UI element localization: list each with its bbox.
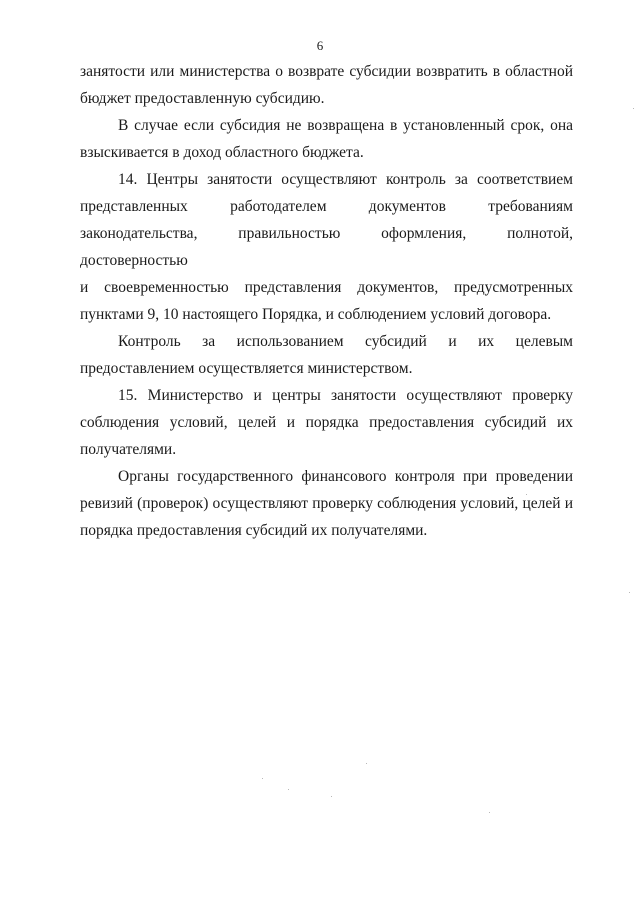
paragraph-item-14 [80, 166, 573, 328]
scan-speck [526, 494, 527, 495]
text-line: порядка предоставления субсидий их получателями. [80, 522, 428, 539]
paragraph-return-subsidy [80, 58, 573, 112]
text-line: и своевременностью представления документов, предусмотренных [80, 279, 573, 296]
paragraph-recovery [80, 112, 573, 166]
text-line: взыскивается в доход областного бюджета. [80, 144, 364, 161]
scan-speck [489, 812, 490, 813]
paragraph-item-15 [80, 382, 573, 463]
page-number: 6 [316, 38, 324, 53]
text-line: пунктами 9, 10 настоящего Порядка, и соблюдением условий договора. [80, 306, 552, 323]
paragraph-financial-control [80, 463, 573, 544]
scan-speck [629, 592, 630, 593]
scan-speck [366, 763, 367, 764]
document-body [80, 58, 573, 544]
text-line: Органы государственного финансового контроля при проведении [118, 468, 573, 485]
paragraph-control-use [80, 328, 573, 382]
text-line: представленных работодателем документов требованиям [80, 198, 573, 215]
scan-speck [331, 796, 332, 797]
text-line: 14. Центры занятости осуществляют контроль за соответствием [118, 171, 573, 188]
text-line: 15. Министерство и центры занятости осуществляют проверку [118, 387, 573, 404]
text-line: предоставлением осуществляется министерством. [80, 360, 413, 377]
text-line: В случае если субсидия не возвращена в установленный срок, она [118, 117, 573, 134]
text-line: получателями. [80, 441, 177, 458]
text-line: ревизий (проверок) осуществляют проверку соблюдения условий, целей и [80, 495, 573, 512]
scan-speck [262, 778, 263, 779]
text-line: соблюдения условий, целей и порядка предоставления субсидий их [80, 414, 573, 431]
scan-speck [288, 789, 289, 790]
text-line: Контроль за использованием субсидий и их целевым [118, 333, 573, 350]
text-line: бюджет предоставленную субсидию. [80, 90, 325, 107]
text-line: занятости или министерства о возврате субсидии возвратить в областной [80, 63, 573, 80]
scan-speck [633, 108, 634, 109]
text-line: законодательства, правильностью оформления, полнотой, достоверностью [80, 225, 573, 269]
